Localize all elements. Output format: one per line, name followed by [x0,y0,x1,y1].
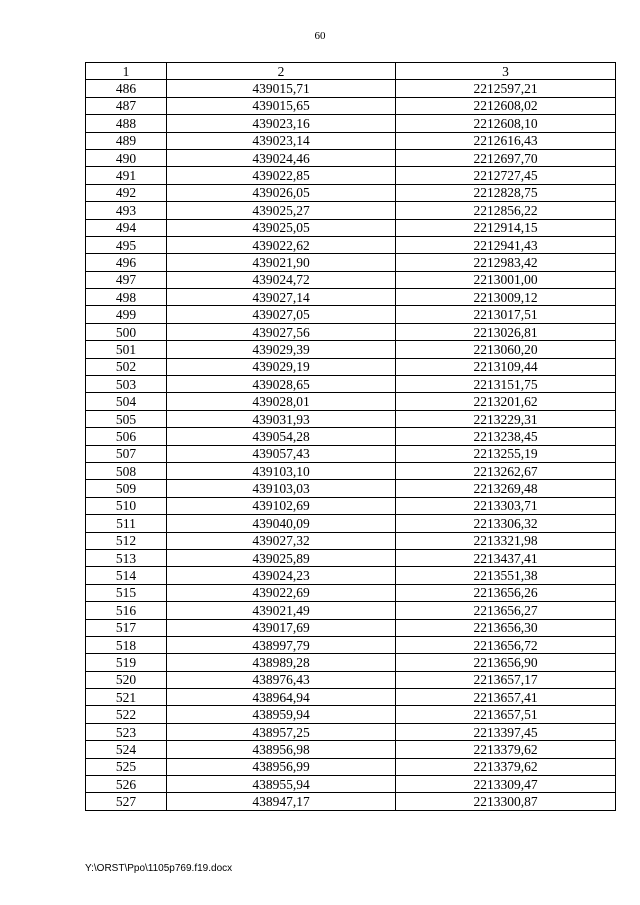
x-coordinate-cell: 439031,93 [167,410,396,427]
y-coordinate-cell: 2212608,10 [396,115,616,132]
point-number-cell: 505 [86,410,167,427]
point-number-cell: 486 [86,80,167,97]
point-number-cell: 509 [86,480,167,497]
y-coordinate-cell: 2213151,75 [396,376,616,393]
point-number-cell: 516 [86,602,167,619]
y-coordinate-cell: 2213001,00 [396,271,616,288]
x-coordinate-cell: 438959,94 [167,706,396,723]
point-number-cell: 499 [86,306,167,323]
y-coordinate-cell: 2213656,27 [396,602,616,619]
point-number-cell: 510 [86,497,167,514]
point-number-cell: 527 [86,793,167,810]
x-coordinate-cell: 439017,69 [167,619,396,636]
y-coordinate-cell: 2213657,41 [396,689,616,706]
table-row [86,689,616,706]
table-row [86,567,616,584]
x-coordinate-cell: 438989,28 [167,654,396,671]
table-row [86,549,616,566]
point-number-cell: 487 [86,97,167,114]
point-number-cell: 526 [86,776,167,793]
x-coordinate-cell: 439029,19 [167,358,396,375]
y-coordinate-cell: 2213656,30 [396,619,616,636]
point-number-cell: 491 [86,167,167,184]
y-coordinate-cell: 2213255,19 [396,445,616,462]
point-number-cell: 498 [86,289,167,306]
x-coordinate-cell: 439057,43 [167,445,396,462]
x-coordinate-cell: 439022,85 [167,167,396,184]
table-row [86,97,616,114]
point-number-cell: 503 [86,376,167,393]
x-coordinate-cell: 439028,01 [167,393,396,410]
table-row [86,671,616,688]
x-coordinate-cell: 438964,94 [167,689,396,706]
y-coordinate-cell: 2212856,22 [396,202,616,219]
y-coordinate-cell: 2213656,90 [396,654,616,671]
point-number-cell: 524 [86,741,167,758]
table-row [86,219,616,236]
y-coordinate-cell: 2213656,26 [396,584,616,601]
y-coordinate-cell: 2213656,72 [396,636,616,653]
table-row [86,254,616,271]
y-coordinate-cell: 2212941,43 [396,236,616,253]
table-row [86,271,616,288]
table-row [86,602,616,619]
x-coordinate-cell: 439022,69 [167,584,396,601]
point-number-cell: 518 [86,636,167,653]
y-coordinate-cell: 2213009,12 [396,289,616,306]
x-coordinate-cell: 439024,23 [167,567,396,584]
table-row [86,497,616,514]
y-coordinate-cell: 2213269,48 [396,480,616,497]
y-coordinate-cell: 2213551,38 [396,567,616,584]
y-coordinate-cell: 2212697,70 [396,149,616,166]
x-coordinate-cell: 439021,90 [167,254,396,271]
y-coordinate-cell: 2213229,31 [396,410,616,427]
table-row [86,323,616,340]
y-coordinate-cell: 2213238,45 [396,428,616,445]
table-row [86,184,616,201]
y-coordinate-cell: 2213262,67 [396,462,616,479]
x-coordinate-cell: 439026,05 [167,184,396,201]
point-number-cell: 523 [86,723,167,740]
table-row [86,428,616,445]
x-coordinate-cell: 439024,72 [167,271,396,288]
page-number: 60 [314,30,326,42]
x-coordinate-cell: 439024,46 [167,149,396,166]
y-coordinate-cell: 2213303,71 [396,497,616,514]
table-row [86,793,616,810]
point-number-cell: 489 [86,132,167,149]
x-coordinate-cell: 439015,65 [167,97,396,114]
table-row [86,445,616,462]
table-row [86,776,616,793]
point-number-cell: 515 [86,584,167,601]
point-number-cell: 500 [86,323,167,340]
y-coordinate-cell: 2213306,32 [396,515,616,532]
x-coordinate-cell: 439021,49 [167,602,396,619]
y-coordinate-cell: 2213397,45 [396,723,616,740]
header-cell-y-coordinate: 3 [396,63,616,80]
y-coordinate-cell: 2212727,45 [396,167,616,184]
x-coordinate-cell: 438957,25 [167,723,396,740]
x-coordinate-cell: 439028,65 [167,376,396,393]
x-coordinate-cell: 438947,17 [167,793,396,810]
x-coordinate-cell: 438976,43 [167,671,396,688]
x-coordinate-cell: 439027,05 [167,306,396,323]
y-coordinate-cell: 2212914,15 [396,219,616,236]
x-coordinate-cell: 438956,98 [167,741,396,758]
point-number-cell: 494 [86,219,167,236]
header-cell-point-number: 1 [86,63,167,80]
point-number-cell: 501 [86,341,167,358]
x-coordinate-cell: 439103,03 [167,480,396,497]
point-number-cell: 522 [86,706,167,723]
x-coordinate-cell: 439025,89 [167,549,396,566]
y-coordinate-cell: 2213321,98 [396,532,616,549]
y-coordinate-cell: 2213017,51 [396,306,616,323]
y-coordinate-cell: 2212828,75 [396,184,616,201]
point-number-cell: 513 [86,549,167,566]
point-number-cell: 525 [86,758,167,775]
point-number-cell: 517 [86,619,167,636]
y-coordinate-cell: 2213657,17 [396,671,616,688]
point-number-cell: 493 [86,202,167,219]
y-coordinate-cell: 2213060,20 [396,341,616,358]
x-coordinate-cell: 439102,69 [167,497,396,514]
table-row [86,584,616,601]
y-coordinate-cell: 2213201,62 [396,393,616,410]
table-row [86,410,616,427]
x-coordinate-cell: 438955,94 [167,776,396,793]
point-number-cell: 519 [86,654,167,671]
point-number-cell: 511 [86,515,167,532]
point-number-cell: 488 [86,115,167,132]
table-row [86,619,616,636]
table-header [86,63,616,80]
point-number-cell: 496 [86,254,167,271]
point-number-cell: 495 [86,236,167,253]
x-coordinate-cell: 439027,56 [167,323,396,340]
x-coordinate-cell: 439029,39 [167,341,396,358]
point-number-cell: 514 [86,567,167,584]
x-coordinate-cell: 439022,62 [167,236,396,253]
x-coordinate-cell: 438997,79 [167,636,396,653]
table-row [86,636,616,653]
table-row [86,341,616,358]
point-number-cell: 506 [86,428,167,445]
point-number-cell: 512 [86,532,167,549]
table-row [86,462,616,479]
table-row [86,758,616,775]
header-row [86,63,616,80]
y-coordinate-cell: 2213437,41 [396,549,616,566]
table-row [86,376,616,393]
x-coordinate-cell: 439015,71 [167,80,396,97]
coordinates-table [85,62,616,811]
table-row [86,515,616,532]
x-coordinate-cell: 439023,16 [167,115,396,132]
x-coordinate-cell: 439040,09 [167,515,396,532]
table-row [86,202,616,219]
x-coordinate-cell: 439025,27 [167,202,396,219]
table-row [86,167,616,184]
table-body [86,80,616,810]
x-coordinate-cell: 439025,05 [167,219,396,236]
x-coordinate-cell: 438956,99 [167,758,396,775]
x-coordinate-cell: 439027,14 [167,289,396,306]
table-row [86,306,616,323]
y-coordinate-cell: 2212616,43 [396,132,616,149]
y-coordinate-cell: 2213379,62 [396,758,616,775]
y-coordinate-cell: 2213109,44 [396,358,616,375]
table-row [86,358,616,375]
table-row [86,654,616,671]
y-coordinate-cell: 2212983,42 [396,254,616,271]
table-row [86,480,616,497]
table-row [86,115,616,132]
header-cell-x-coordinate: 2 [167,63,396,80]
x-coordinate-cell: 439054,28 [167,428,396,445]
x-coordinate-cell: 439023,14 [167,132,396,149]
point-number-cell: 507 [86,445,167,462]
table-row [86,149,616,166]
point-number-cell: 502 [86,358,167,375]
table-row [86,706,616,723]
y-coordinate-cell: 2213657,51 [396,706,616,723]
table-row [86,723,616,740]
y-coordinate-cell: 2213379,62 [396,741,616,758]
point-number-cell: 508 [86,462,167,479]
table-row [86,532,616,549]
y-coordinate-cell: 2212608,02 [396,97,616,114]
table-row [86,393,616,410]
table-row [86,132,616,149]
y-coordinate-cell: 2213309,47 [396,776,616,793]
point-number-cell: 521 [86,689,167,706]
point-number-cell: 504 [86,393,167,410]
x-coordinate-cell: 439027,32 [167,532,396,549]
y-coordinate-cell: 2213026,81 [396,323,616,340]
point-number-cell: 520 [86,671,167,688]
x-coordinate-cell: 439103,10 [167,462,396,479]
y-coordinate-cell: 2213300,87 [396,793,616,810]
table-row [86,741,616,758]
y-coordinate-cell: 2212597,21 [396,80,616,97]
table-row [86,80,616,97]
point-number-cell: 492 [86,184,167,201]
table-row [86,236,616,253]
point-number-cell: 497 [86,271,167,288]
footer-file-path: Y:\ORST\Ppo\1105p769.f19.docx [85,863,233,874]
point-number-cell: 490 [86,149,167,166]
table-row [86,289,616,306]
